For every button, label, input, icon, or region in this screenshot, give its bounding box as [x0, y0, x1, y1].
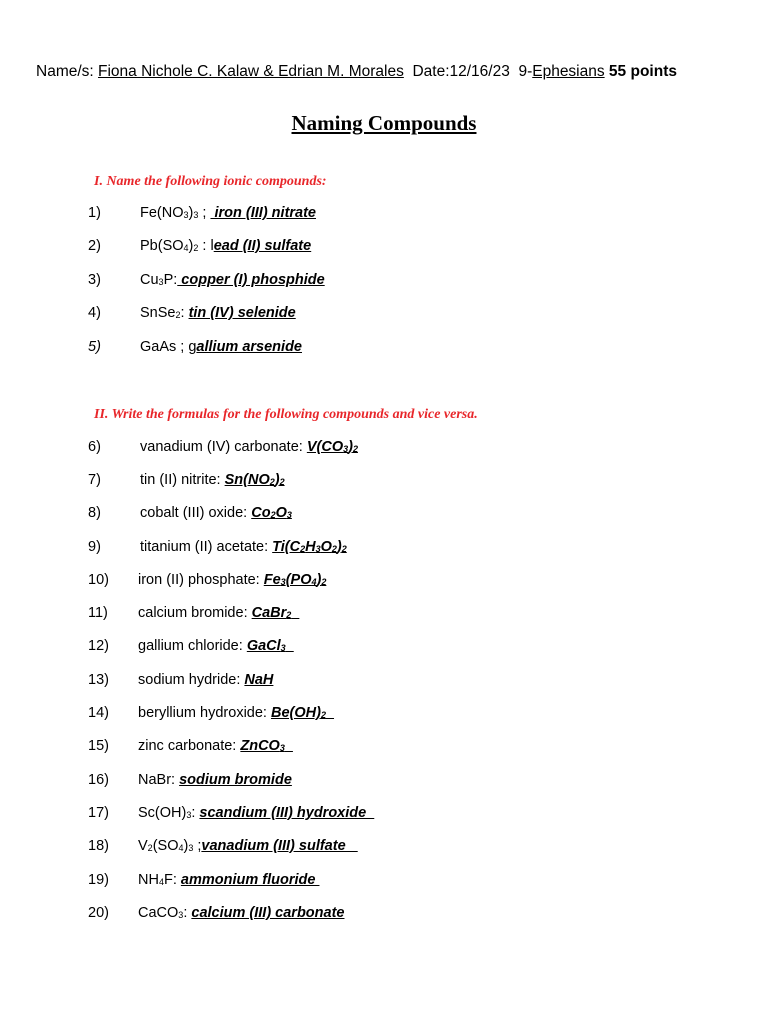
- answer-text: [240, 738, 293, 754]
- text-fragment: ): [274, 472, 280, 488]
- text-fragment: Fe: [263, 572, 281, 588]
- question-text: [138, 638, 294, 654]
- answer-text: ead (II) sulfate: [213, 238, 312, 254]
- question-number: 15): [88, 738, 109, 754]
- question-number: 20): [88, 905, 109, 921]
- subscript: 2: [331, 544, 337, 554]
- subscript: 2: [193, 243, 199, 253]
- text-fragment: :: [183, 905, 192, 921]
- text-fragment: sodium hydride:: [138, 672, 245, 688]
- text-fragment: [291, 605, 299, 621]
- subscript: 2: [270, 510, 276, 520]
- answer-text: [225, 472, 285, 488]
- subscript: 4: [311, 577, 317, 587]
- question-number: 4): [88, 305, 101, 321]
- text-fragment: CaBr: [251, 605, 287, 621]
- subscript: 3: [183, 210, 189, 220]
- subscript: 2: [341, 544, 347, 554]
- text-fragment: NaH: [244, 672, 274, 688]
- subscript: 3: [193, 210, 199, 220]
- question-text: [140, 539, 347, 555]
- subscript: 4: [183, 243, 189, 253]
- text-fragment: :: [180, 305, 189, 321]
- text-fragment: ): [188, 238, 194, 254]
- text-fragment: SnSe: [140, 305, 176, 321]
- subscript: 2: [147, 843, 153, 853]
- text-fragment: Fe(NO: [140, 205, 184, 221]
- text-fragment: ZnCO: [240, 738, 280, 754]
- question-text: [140, 472, 285, 488]
- subscript: 2: [300, 544, 306, 554]
- answer-text: [307, 439, 358, 455]
- question-number: 2): [88, 238, 101, 254]
- text-fragment: cobalt (III) oxide:: [140, 505, 252, 521]
- question-number: 8): [88, 505, 101, 521]
- subscript: 2: [352, 444, 358, 454]
- question-text: [138, 572, 326, 588]
- question-text: [138, 705, 334, 721]
- subscript: 4: [178, 843, 184, 853]
- question-number: 7): [88, 472, 101, 488]
- answer-text: [264, 572, 327, 588]
- text-fragment: GaCl: [246, 638, 281, 654]
- question-text: [140, 339, 302, 355]
- header-line: [36, 63, 677, 81]
- text-fragment: O: [275, 505, 287, 521]
- question-number: 12): [88, 638, 109, 654]
- answer-text: tin (IV) selenide: [188, 305, 296, 321]
- text-fragment: H: [305, 539, 316, 555]
- section-1-heading: I. Name the following ionic compounds:: [94, 174, 327, 189]
- question-number: 13): [88, 672, 109, 688]
- answer-text: iron (III) nitrate: [210, 205, 316, 221]
- subscript: 2: [286, 610, 292, 620]
- question-text: [138, 605, 299, 621]
- text-fragment: ;: [198, 205, 211, 221]
- text-fragment: V(CO: [306, 439, 344, 455]
- answer-text: [252, 605, 300, 621]
- question-number: 9): [88, 539, 101, 555]
- text-fragment: (PO: [285, 572, 312, 588]
- text-fragment: titanium (II) acetate:: [140, 539, 273, 555]
- subscript: 2: [175, 310, 181, 320]
- text-fragment: iron (II) phosphate:: [138, 572, 264, 588]
- text-fragment: V: [138, 838, 148, 854]
- question-number: 16): [88, 772, 109, 788]
- text-fragment: ;: [193, 838, 202, 854]
- question-text: [140, 272, 325, 288]
- subscript: 4: [158, 877, 164, 887]
- question-text: [138, 772, 292, 788]
- subscript: 2: [269, 477, 275, 487]
- text-fragment: ): [336, 539, 342, 555]
- answer-text: calcium (III) carbonate: [191, 905, 345, 921]
- points: 55 points: [604, 63, 677, 80]
- question-number: 5): [88, 339, 101, 355]
- text-fragment: NaBr:: [138, 772, 180, 788]
- question-number: 6): [88, 439, 101, 455]
- question-text: [140, 238, 311, 254]
- text-fragment: gallium chloride:: [138, 638, 247, 654]
- text-fragment: ): [316, 572, 322, 588]
- question-text: [138, 872, 319, 888]
- answer-text: ammonium fluoride: [180, 872, 320, 888]
- subscript: 2: [321, 577, 327, 587]
- subscript: 3: [188, 843, 194, 853]
- text-fragment: F:: [163, 872, 181, 888]
- answer-text: [251, 505, 292, 521]
- question-number: 1): [88, 205, 101, 221]
- question-text: [140, 505, 292, 521]
- class-section: Ephesians: [532, 63, 605, 80]
- section-2-heading: II. Write the formulas for the following compounds and vice versa.: [94, 407, 478, 422]
- text-fragment: : l: [198, 238, 214, 254]
- text-fragment: NH: [138, 872, 159, 888]
- answer-text: copper (I) phosphide: [177, 272, 325, 288]
- question-text: [140, 205, 316, 221]
- question-number: 14): [88, 705, 109, 721]
- text-fragment: Sc(OH): [138, 805, 187, 821]
- text-fragment: ): [348, 439, 353, 455]
- answer-text: vanadium (III) sulfate: [201, 838, 358, 854]
- answer-text: [272, 539, 347, 555]
- text-fragment: vanadium (IV) carbonate:: [140, 439, 307, 455]
- question-number: 17): [88, 805, 109, 821]
- text-fragment: O: [320, 539, 332, 555]
- text-fragment: Sn(NO: [224, 472, 270, 488]
- answer-text: [271, 705, 334, 721]
- text-fragment: Pb(SO: [140, 238, 184, 254]
- subscript: 3: [286, 510, 292, 520]
- subscript: 3: [158, 277, 164, 287]
- subscript: 3: [186, 810, 192, 820]
- text-fragment: :: [191, 805, 200, 821]
- subscript: 3: [178, 910, 184, 920]
- text-fragment: ): [188, 205, 194, 221]
- answer-text: sodium bromide: [179, 772, 292, 788]
- subscript: 3: [315, 544, 321, 554]
- subscript: 3: [343, 444, 349, 454]
- text-fragment: [326, 705, 334, 721]
- subscript: 3: [279, 743, 285, 753]
- question-text: [138, 672, 273, 688]
- text-fragment: tin (II) nitrite:: [140, 472, 225, 488]
- question-text: [138, 838, 358, 854]
- answer-text: [247, 638, 294, 654]
- question-number: 10): [88, 572, 109, 588]
- question-number: 18): [88, 838, 109, 854]
- question-number: 3): [88, 272, 101, 288]
- question-number: 19): [88, 872, 109, 888]
- subscript: 2: [320, 710, 326, 720]
- answer-text: allium arsenide: [196, 339, 302, 355]
- subscript: 3: [280, 643, 286, 653]
- names-label: Name/s:: [36, 63, 99, 80]
- text-fragment: [285, 738, 293, 754]
- text-fragment: Cu: [140, 272, 159, 288]
- question-text: [138, 905, 344, 921]
- date-text: Date:12/16/23 9-: [403, 63, 533, 80]
- text-fragment: Ti(C: [272, 539, 301, 555]
- answer-text: [244, 672, 273, 688]
- question-text: [140, 305, 296, 321]
- question-number: 11): [88, 605, 108, 621]
- text-fragment: beryllium hydroxide:: [138, 705, 271, 721]
- text-fragment: Co: [251, 505, 271, 521]
- text-fragment: CaCO: [138, 905, 179, 921]
- question-text: [138, 738, 293, 754]
- question-text: [138, 805, 374, 821]
- text-fragment: Be(OH): [270, 705, 321, 721]
- text-fragment: (SO: [152, 838, 179, 854]
- page-title: Naming Compounds: [291, 111, 477, 135]
- text-fragment: calcium bromide:: [138, 605, 252, 621]
- subscript: 2: [279, 477, 285, 487]
- student-names: Fiona Nichole C. Kalaw & Edrian M. Morales: [98, 63, 404, 80]
- text-fragment: [286, 638, 294, 654]
- question-text: [140, 439, 358, 455]
- text-fragment: ): [183, 838, 189, 854]
- subscript: 3: [280, 577, 286, 587]
- answer-text: scandium (III) hydroxide: [199, 805, 375, 821]
- text-fragment: zinc carbonate:: [138, 738, 241, 754]
- text-fragment: GaAs ; g: [140, 339, 197, 355]
- text-fragment: P:: [163, 272, 178, 288]
